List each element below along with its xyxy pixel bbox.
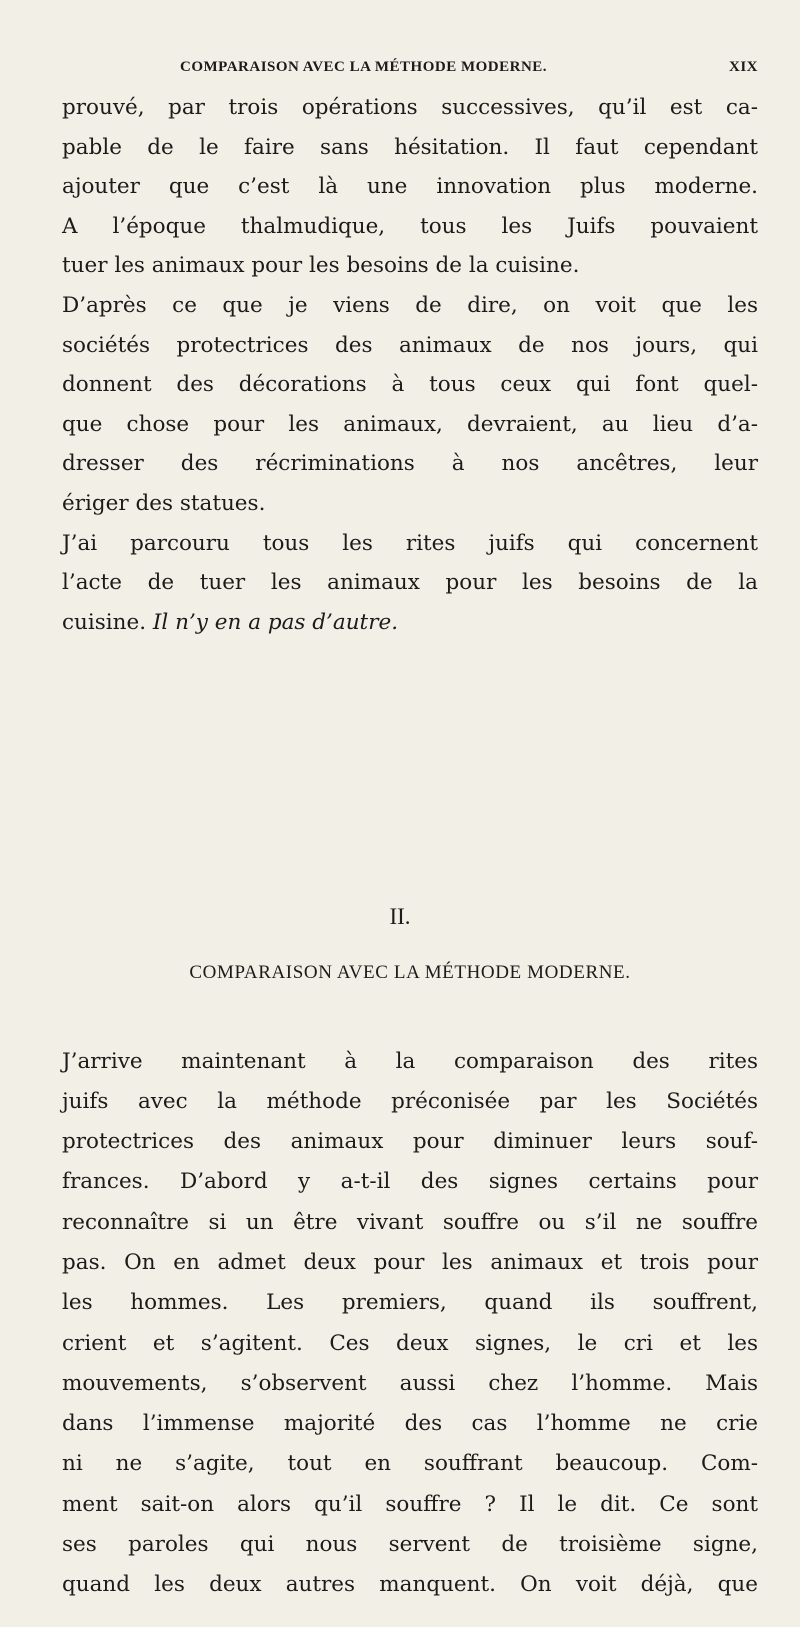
text-line: protectrices des animaux pour diminuer leurs souf- bbox=[62, 1129, 758, 1155]
text-line: prouvé, par trois opérations successives, qu’il est ca- bbox=[62, 95, 758, 120]
text-line: ériger des statues. bbox=[62, 490, 266, 516]
text-line: donnent des décorations à tous ceux qui font quel- bbox=[62, 372, 758, 398]
text-line: ni ne s’agite, tout en souffrant beaucoup. Com- bbox=[62, 1451, 758, 1477]
text-line: pable de le faire sans hésitation. Il faut cependant bbox=[62, 134, 758, 160]
paragraph-4 bbox=[62, 1042, 758, 1606]
section-title: COMPARAISON AVEC LA MÉTHODE MODERNE. bbox=[189, 962, 631, 983]
text-line: quand les deux autres manquent. On voit déjà, que bbox=[62, 1572, 758, 1598]
text-fragment: cuisine. bbox=[62, 609, 153, 635]
running-title: COMPARAISON AVEC LA MÉTHODE MODERNE. bbox=[180, 59, 548, 75]
text-line: A l’époque thalmudique, tous les Juifs pouvaient bbox=[62, 213, 758, 239]
body-text-lower bbox=[62, 1020, 758, 1627]
text-line: sociétés protectrices des animaux de nos jours, qui bbox=[62, 332, 758, 358]
text-line: pas. On en admet deux pour les animaux et trois pour bbox=[62, 1249, 758, 1275]
text-line: reconnaître si un être vivant souffre ou s’il ne souffre bbox=[62, 1209, 758, 1235]
text-line bbox=[62, 603, 758, 643]
text-line: ses paroles qui nous servent de troisième signe, bbox=[62, 1532, 758, 1558]
text-line: ment sait-on alors qu’il souffre ? Il le dit. Ce sont bbox=[62, 1491, 758, 1517]
text-line: frances. D’abord y a-t-il des signes certains pour bbox=[62, 1169, 758, 1195]
italic-emphasis: Il n’y en a pas d’autre. bbox=[152, 609, 399, 635]
text-line: l’acte de tuer les animaux pour les besoins de la bbox=[62, 570, 758, 596]
text-line: que chose pour les animaux, devraient, au lieu d’a- bbox=[62, 411, 758, 437]
text-line: D’après ce que je viens de dire, on voit que les bbox=[62, 292, 758, 318]
text-line: juifs avec la méthode préconisée par les Sociétés bbox=[62, 1088, 758, 1114]
text-line: crient et s’agitent. Ces deux signes, le cri et les bbox=[62, 1330, 758, 1356]
page-number: XIX bbox=[728, 59, 758, 75]
paragraph-3 bbox=[62, 524, 758, 643]
running-head bbox=[62, 59, 758, 79]
text-line: les hommes. Les premiers, quand ils souffrent, bbox=[62, 1290, 758, 1316]
text-line: dans l’immense majorité des cas l’homme ne crie bbox=[62, 1411, 758, 1437]
paragraph-1 bbox=[62, 88, 758, 286]
text-line: tuer les animaux pour les besoins de la cuisine. bbox=[62, 253, 580, 279]
text-line: J’ai parcouru tous les rites juifs qui concernent bbox=[62, 530, 758, 556]
text-line: dresser des récriminations à nos ancêtres, leur bbox=[62, 451, 758, 477]
text-line: ajouter que c’est là une innovation plus moderne. bbox=[62, 174, 758, 200]
text-line: mouvements, s’observent aussi chez l’homme. Mais bbox=[62, 1370, 758, 1396]
section-number: II. bbox=[389, 904, 411, 929]
text-line: J’arrive maintenant à la comparaison des rites bbox=[62, 1048, 758, 1074]
body-text-upper bbox=[62, 88, 758, 642]
paragraph-2 bbox=[62, 286, 758, 524]
